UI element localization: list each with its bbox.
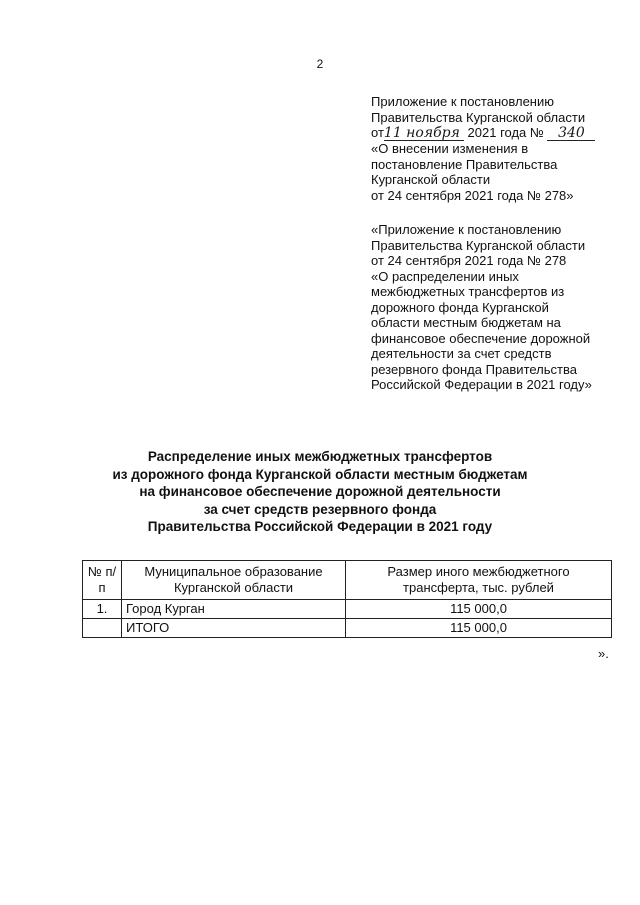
annex-line: от 24 сентября 2021 года № 278» — [371, 187, 574, 203]
title-line: за счет средств резервного фонда — [203, 501, 437, 517]
header-amount: Размер иного межбюджетного трансферта, тыс. рублей — [346, 561, 612, 600]
annex-original-header — [371, 222, 633, 393]
handwritten-date: 11 ноября — [384, 127, 464, 141]
annex-date-line — [371, 125, 633, 141]
title-line: Распределение иных межбюджетных трансфертов — [147, 449, 493, 464]
annex-line: Курганской области — [371, 172, 491, 187]
handwritten-number: 340 — [547, 127, 595, 141]
annex-line: от 24 сентября 2021 года № 278 — [371, 253, 567, 268]
annex-line: области местным бюджетам на — [371, 315, 561, 330]
row-amount: 115 000,0 — [346, 600, 612, 619]
date-prefix: от — [371, 125, 384, 140]
year-text: 2021 года № — [467, 125, 544, 140]
annex-line: межбюджетных трансфертов из — [371, 284, 565, 299]
row-municipality: ИТОГО — [122, 619, 346, 638]
annex-line: Российской Федерации в 2021 году» — [371, 377, 592, 392]
header-municipality: Муниципальное образование Курганской области — [122, 561, 346, 600]
distribution-table — [82, 560, 612, 638]
title-line: на финансовое обеспечение дорожной деятельности — [139, 484, 501, 499]
annex-line: «О внесении изменения в — [371, 141, 529, 156]
annex-line: Правительства Курганской области — [371, 237, 586, 253]
annex-line: резервного фонда Правительства — [371, 361, 577, 377]
title-line: Правительства Российской Федерации в 2021 году — [147, 519, 493, 534]
annex-line: «Приложение к постановлению — [371, 222, 562, 237]
row-municipality: Город Курган — [122, 600, 346, 619]
page-number: 2 — [316, 57, 324, 71]
annex-line: Правительства Курганской области — [371, 109, 586, 125]
annex-line: дорожного фонда Курганской — [371, 299, 549, 315]
row-num: 1. — [83, 600, 122, 619]
header-num: № п/ п — [83, 561, 122, 600]
row-amount: 115 000,0 — [346, 619, 612, 638]
closing-quote: ». — [598, 646, 609, 661]
annex-resolution-header — [371, 94, 633, 203]
title-line: из дорожного фонда Курганской области местным бюджетам — [112, 466, 528, 482]
annex-line: финансовое обеспечение дорожной — [371, 330, 591, 346]
document-title — [0, 448, 640, 536]
annex-line: «О распределении иных — [371, 268, 519, 284]
annex-line: Приложение к постановлению — [371, 94, 554, 109]
table-header-row — [83, 561, 612, 600]
row-num — [83, 619, 122, 638]
annex-line: постановление Правительства — [371, 156, 558, 172]
annex-line: деятельности за счет средств — [371, 346, 552, 361]
table-row — [83, 600, 612, 619]
table-total-row — [83, 619, 612, 638]
